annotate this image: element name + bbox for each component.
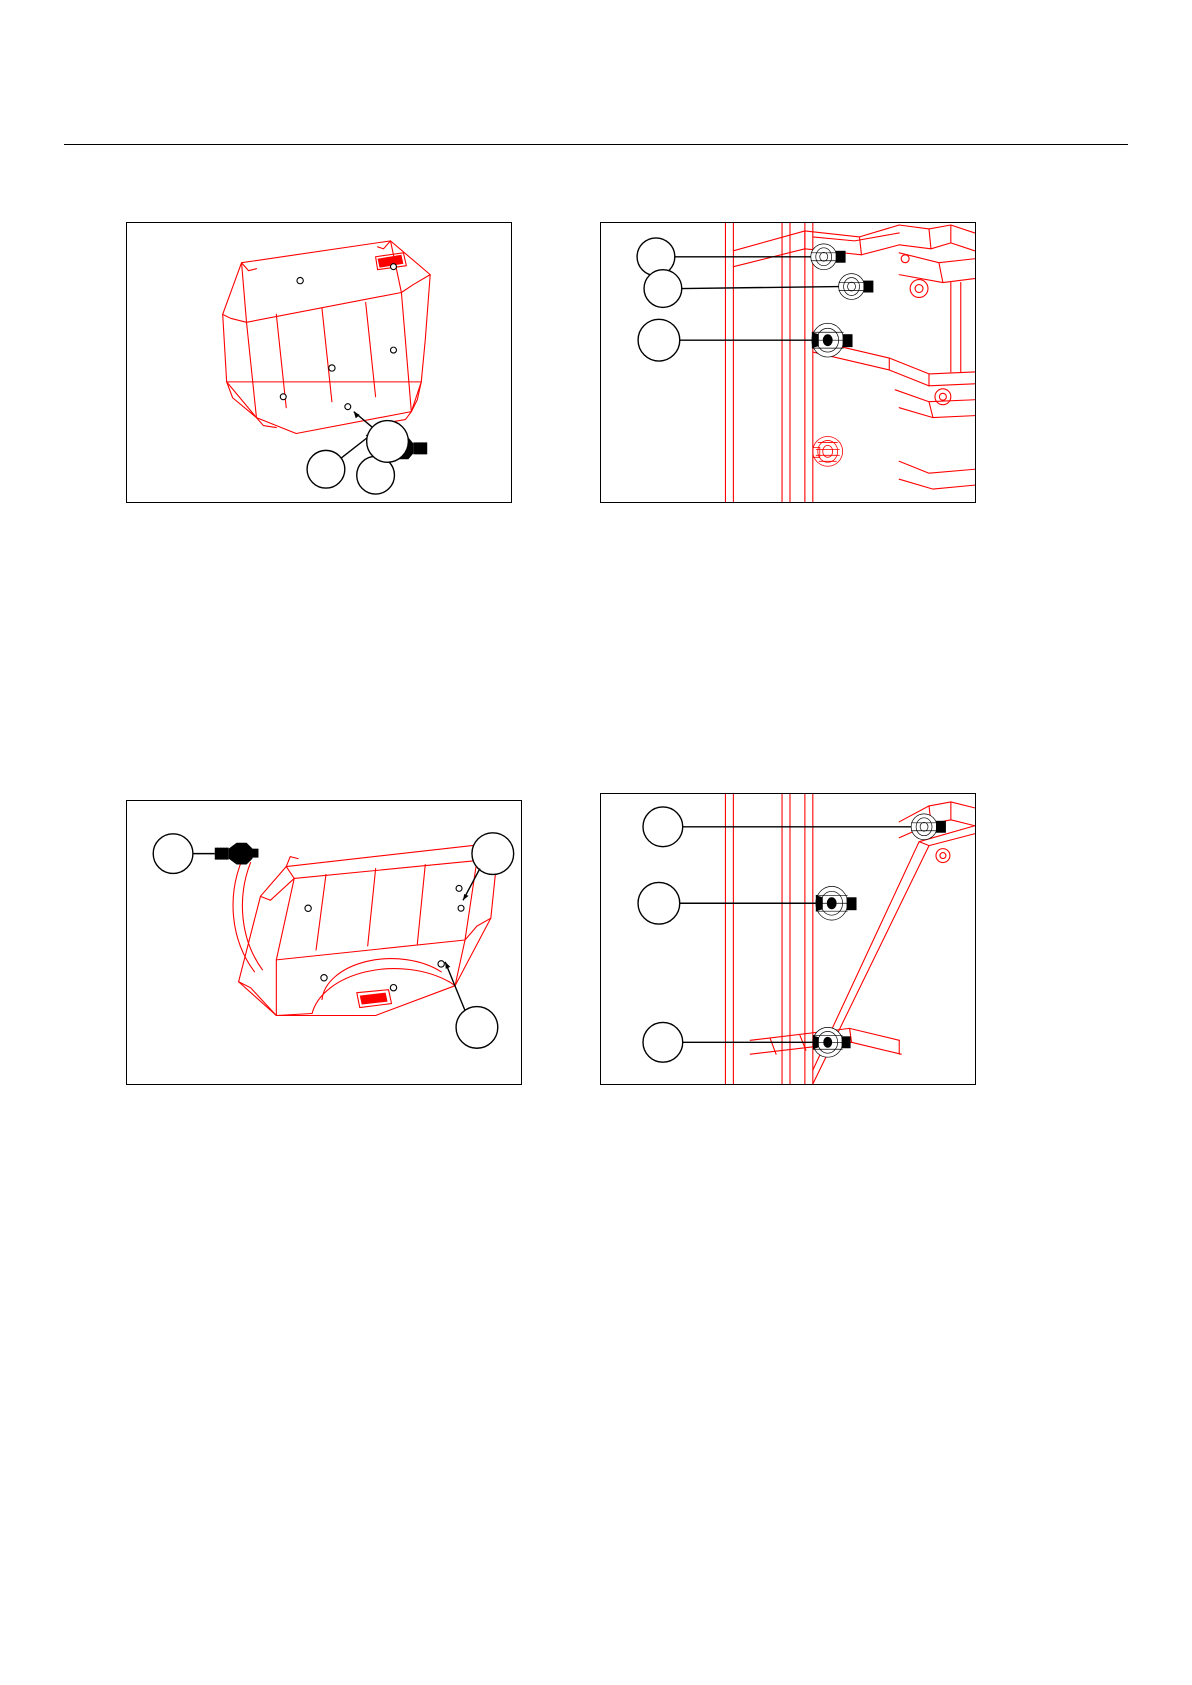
header-divider-rule bbox=[64, 144, 1128, 145]
callout-2 bbox=[638, 882, 816, 924]
callout-3 bbox=[643, 1022, 813, 1062]
callout-2 bbox=[463, 833, 514, 901]
callout-3 bbox=[445, 962, 498, 1048]
callout-1 bbox=[643, 807, 911, 847]
fitting-upper-3 bbox=[812, 323, 853, 357]
figure-top-right bbox=[600, 222, 976, 503]
callout-1 bbox=[153, 834, 215, 874]
fitting-upper-2 bbox=[839, 274, 874, 300]
callout-3 bbox=[354, 412, 409, 463]
figure-top-left bbox=[126, 222, 512, 503]
fitting-lower-2 bbox=[816, 886, 857, 920]
fitting-upper-1 bbox=[811, 244, 846, 270]
callout-2 bbox=[644, 270, 839, 308]
figure-bottom-left bbox=[126, 800, 522, 1085]
hose-and-fitting bbox=[215, 843, 263, 972]
fitting-lower-3 bbox=[813, 1027, 851, 1057]
grommet-red bbox=[813, 436, 843, 466]
figure-bottom-right bbox=[600, 793, 976, 1085]
